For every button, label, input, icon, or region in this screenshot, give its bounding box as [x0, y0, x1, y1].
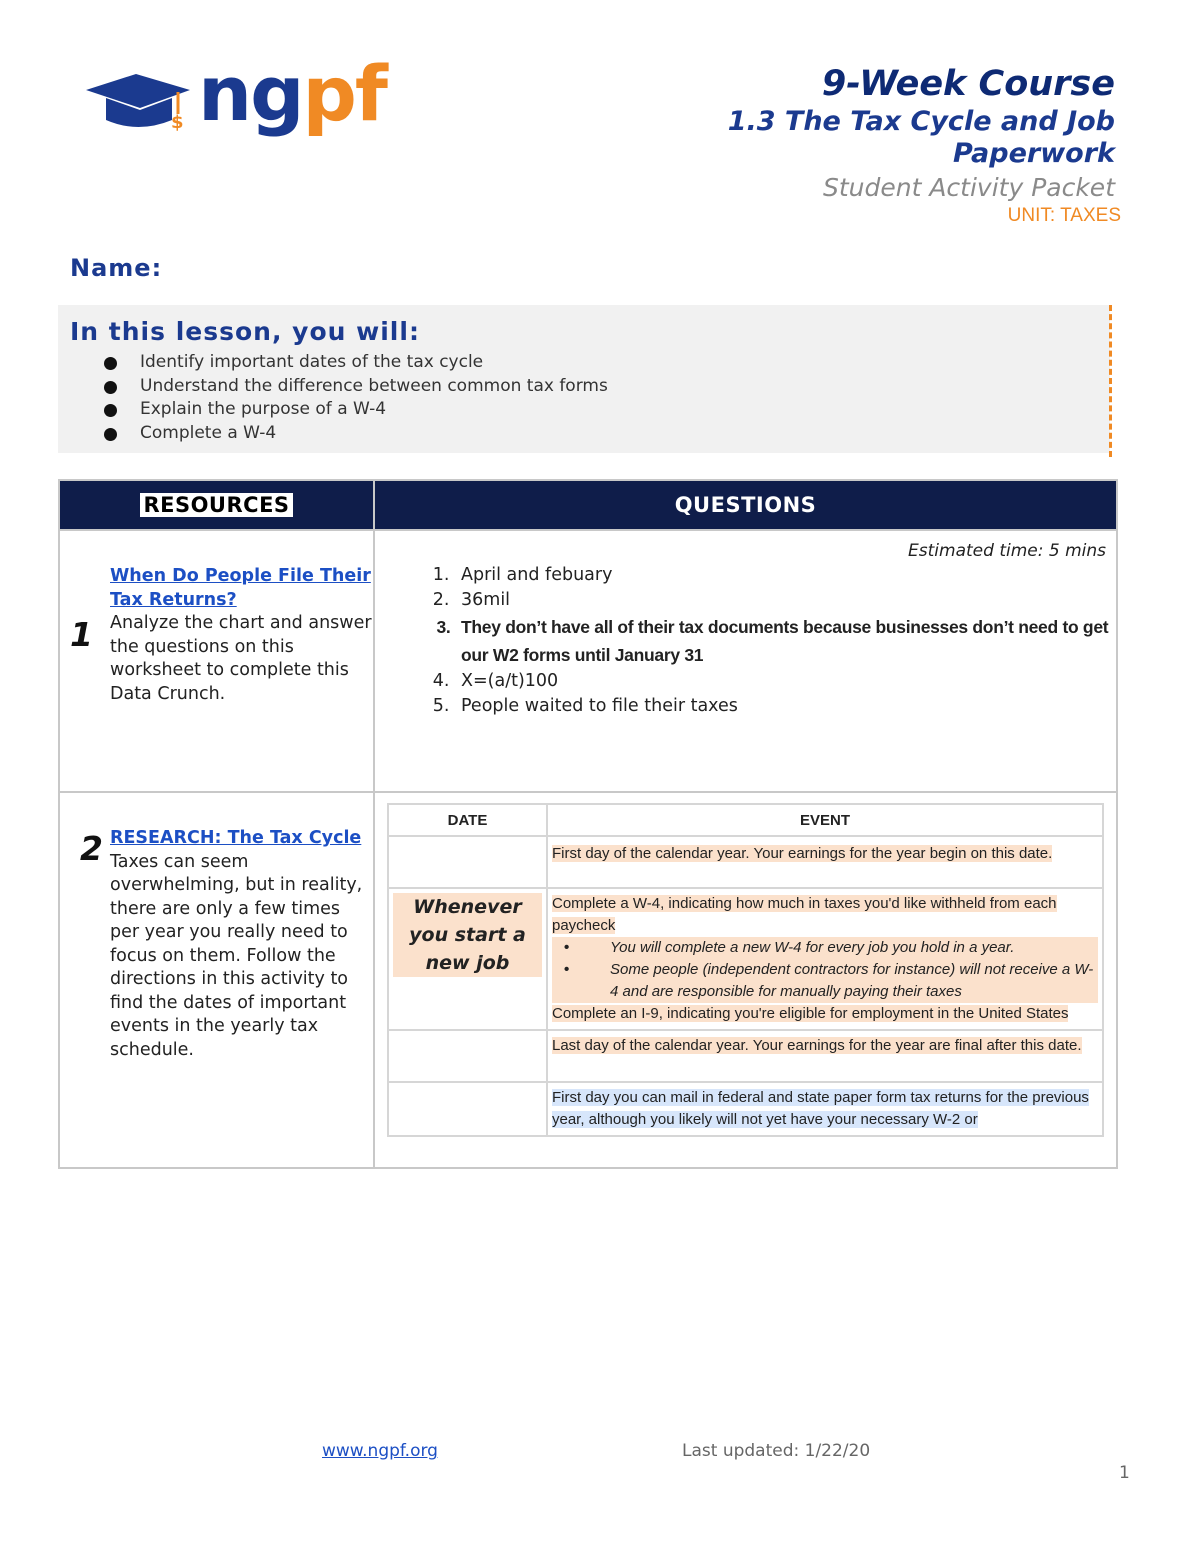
event-cell [547, 888, 1103, 1030]
lesson-title-line2: Paperwork [953, 138, 1115, 169]
table-row [388, 888, 1103, 1030]
answer-item[interactable]: 4. X=(a/t)100 [455, 669, 1116, 694]
questions-header: QUESTIONS [374, 480, 1117, 530]
bullet-icon [104, 357, 117, 370]
questions-cell-2 [374, 792, 1117, 1168]
logo-ng: ng [198, 49, 303, 138]
objectives-heading: In this lesson, you will: [70, 317, 420, 346]
date-text: Whenever you start a new job [393, 893, 542, 977]
table-row [388, 1030, 1103, 1082]
answer-item[interactable]: 3. They don’t have all of their tax documents because businesses don’t need to get our W2 forms until January 31 [455, 613, 1116, 669]
table-row [388, 1082, 1103, 1136]
resource-text-2 [110, 827, 372, 1062]
event-text: Complete an I-9, indicating you're eligible for employment in the United States [552, 1005, 1069, 1022]
date-cell-empty[interactable] [388, 1030, 547, 1082]
tax-cycle-header-row [388, 804, 1103, 836]
objective-text: Complete a W-4 [140, 422, 277, 443]
bullet-icon [104, 404, 117, 417]
event-header: EVENT [547, 804, 1103, 836]
tax-cycle-table [387, 803, 1104, 1137]
footer-website-link[interactable]: www.ngpf.org [322, 1441, 438, 1461]
event-cell [547, 836, 1103, 888]
unit-label: UNIT: TAXES [1007, 205, 1121, 226]
event-text: Complete a W-4, indicating how much in taxes you'd like withheld from each paycheck [552, 895, 1057, 934]
answer-item[interactable]: 2. 36mil [455, 588, 1116, 613]
event-text: First day of the calendar year. Your earnings for the year begin on this date. [552, 845, 1053, 862]
table-row [59, 792, 1117, 1168]
bullet-icon [104, 381, 117, 394]
table-row [59, 530, 1117, 792]
page-number: 1 [1119, 1463, 1130, 1483]
svg-text:$: $ [171, 112, 184, 133]
lesson-title-line1: 1.3 The Tax Cycle and Job [727, 106, 1115, 137]
graduation-cap-icon [86, 66, 206, 146]
resource-description-2: Taxes can seem overwhelming, but in reality, there are only a few times per year you really need to focus on them. Follow the directions in this activity to find the dates of important events in the yearly tax schedule. [110, 851, 363, 1060]
objective-text: Understand the difference between common tax forms [140, 375, 608, 396]
resource-description-1: Analyze the chart and answer the questions on this worksheet to complete this Data Crunch. [110, 613, 372, 704]
table-row [388, 836, 1103, 888]
packet-label: Student Activity Packet [822, 173, 1115, 202]
estimated-time: Estimated time: 5 mins [908, 541, 1106, 561]
date-header: DATE [388, 804, 547, 836]
logo-pf: pf [302, 49, 386, 138]
resource-link-2[interactable]: RESEARCH: The Tax Cycle [110, 828, 362, 848]
course-title: 9-Week Course [821, 64, 1115, 104]
objective-item [104, 422, 608, 446]
lesson-objectives-box [58, 305, 1110, 453]
step-number: 2 [80, 829, 103, 868]
questions-cell-1 [374, 530, 1117, 792]
objectives-list [104, 351, 608, 445]
objective-text: Explain the purpose of a W-4 [140, 399, 387, 419]
activity-table [58, 479, 1118, 1169]
resource-text-1 [110, 565, 372, 706]
date-cell-empty[interactable] [388, 836, 547, 888]
bullet-icon [104, 428, 117, 441]
resource-cell-1 [59, 530, 374, 792]
resource-cell-2 [59, 792, 374, 1168]
title-block [595, 62, 1121, 228]
last-updated: Last updated: 1/22/20 [682, 1441, 871, 1461]
answers-list [375, 563, 1116, 719]
logo-wordmark [198, 49, 386, 138]
date-cell-empty[interactable] [388, 1082, 547, 1136]
resources-header-label: RESOURCES [140, 493, 292, 517]
objective-text: Identify important dates of the tax cycle [140, 352, 484, 372]
event-text: First day you can mail in federal and state paper form tax returns for the previous year, although you likely will not yet have your necessary W-2 or [552, 1089, 1089, 1128]
event-cell [547, 1082, 1103, 1136]
answer-item[interactable]: 5. People waited to file their taxes [455, 694, 1116, 719]
event-cell [547, 1030, 1103, 1082]
accent-border [1106, 305, 1112, 457]
table-header-row [59, 480, 1117, 530]
event-bullet: • You will complete a new W-4 for every job you hold in a year. [552, 937, 1098, 959]
date-cell [388, 888, 547, 1030]
objective-item [104, 351, 608, 375]
resources-header [59, 480, 374, 530]
event-text: Last day of the calendar year. Your earnings for the year are final after this date. [552, 1037, 1082, 1054]
resource-link-1[interactable]: When Do People File Their Tax Returns? [110, 566, 371, 610]
event-bullet: • Some people (independent contractors for instance) will not receive a W-4 and are responsible for manually paying their taxes [552, 959, 1098, 1003]
name-label: Name: [70, 254, 163, 282]
objective-item [104, 398, 608, 422]
objective-item [104, 375, 608, 399]
answer-item[interactable]: 1. April and febuary [455, 563, 1116, 588]
step-number: 1 [70, 615, 93, 654]
